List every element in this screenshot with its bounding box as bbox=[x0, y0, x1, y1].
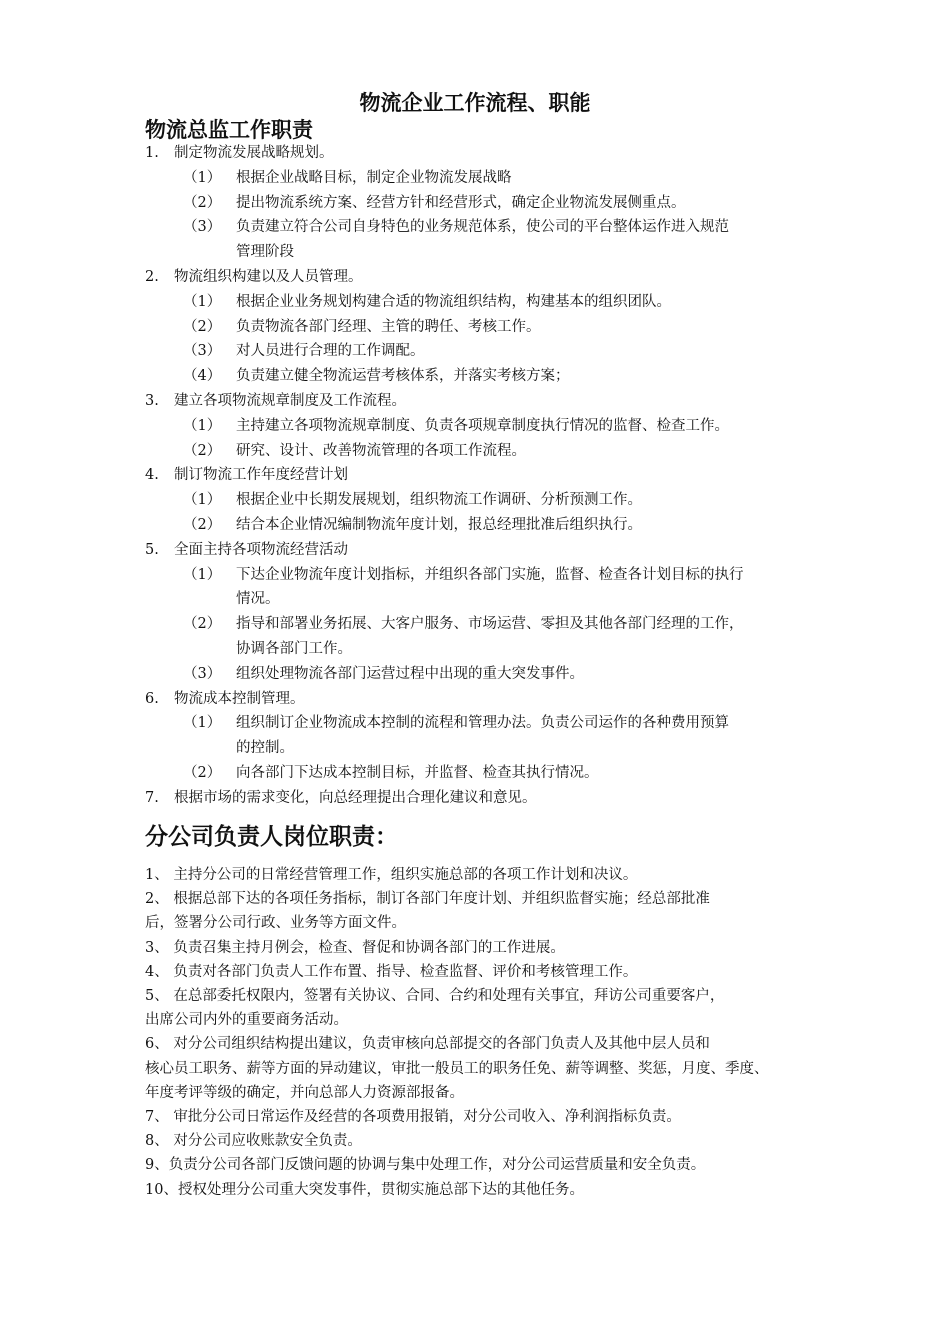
sub-item-text: 提出物流系统方案、经营方针和经营形式，确定企业物流发展侧重点。 bbox=[236, 194, 686, 211]
duty-item: 10、授权处理分公司重大突发事件，贯彻实施总部下达的其他任务。 bbox=[145, 1181, 584, 1198]
item-text: 制定物流发展战略规划。 bbox=[174, 145, 334, 161]
sub-item-text: 根据企业业务规划构建合适的物流组织结构，构建基本的组织团队。 bbox=[236, 293, 671, 310]
sub-item-text: 情况。 bbox=[236, 591, 280, 608]
sub-item-number: （2） bbox=[183, 318, 222, 335]
sub-item-number: （2） bbox=[183, 616, 222, 633]
sub-item-number: （3） bbox=[183, 665, 222, 682]
sub-item-text: 根据企业战略目标，制定企业物流发展战略 bbox=[236, 169, 512, 186]
duty-item: 5、 在总部委托权限内，签署有关协议、合同、合约和处理有关事宜，拜访公司重要客户， bbox=[145, 988, 725, 1004]
sub-item-text: 向各部门下达成本控制目标，并监督、检查其执行情况。 bbox=[236, 765, 599, 781]
sub-item-number: （1） bbox=[183, 169, 222, 186]
duty-item: 3、 负责召集主持月例会，检查、督促和协调各部门的工作进展。 bbox=[145, 939, 565, 956]
item-number: 1. bbox=[145, 145, 159, 161]
sub-item-number: （1） bbox=[183, 715, 222, 732]
duty-item: 7、 审批分公司日常运作及经营的各项费用报销，对分公司收入、净利润指标负责。 bbox=[145, 1109, 681, 1125]
item-number: 3. bbox=[145, 393, 159, 409]
sub-item-number: （3） bbox=[183, 219, 222, 236]
sub-item-number: （2） bbox=[183, 517, 222, 533]
item-text: 物流成本控制管理。 bbox=[174, 690, 305, 707]
sub-item-text: 研究、设计、改善物流管理的各项工作流程。 bbox=[236, 442, 526, 459]
item-text: 物流组织构建以及人员管理。 bbox=[174, 269, 363, 285]
sub-item-text: 负责建立健全物流运营考核体系，并落实考核方案； bbox=[236, 368, 570, 385]
duty-item-continuation: 出席公司内外的重要商务活动。 bbox=[145, 1012, 348, 1029]
sub-item-text: 组织处理物流各部门运营过程中出现的重大突发事件。 bbox=[236, 665, 584, 682]
document-title: 物流企业工作流程、职能 bbox=[359, 90, 591, 115]
sub-item-number: （4） bbox=[183, 368, 222, 385]
item-text: 制订物流工作年度经营计划 bbox=[174, 467, 348, 484]
sub-item-text: 下达企业物流年度计划指标，并组织各部门实施，监督、检查各计划目标的执行 bbox=[236, 566, 744, 583]
duty-item: 1、 主持分公司的日常经营管理工作，组织实施总部的各项工作计划和决议。 bbox=[145, 867, 638, 883]
sub-item-text: 根据企业中长期发展规划，组织物流工作调研、分析预测工作。 bbox=[236, 492, 642, 509]
duty-item-continuation: 后，签署分公司行政、业务等方面文件。 bbox=[145, 915, 406, 932]
item-text: 全面主持各项物流经营活动 bbox=[174, 541, 348, 558]
duty-item: 6、 对分公司组织结构提出建议，负责审核向总部提交的各部门负责人及其他中层人员和 bbox=[145, 1036, 710, 1053]
sub-item-text: 主持建立各项物流规章制度、负责各项规章制度执行情况的监督、检查工作。 bbox=[236, 417, 729, 434]
item-number: 5. bbox=[145, 541, 159, 558]
sub-item-number: （2） bbox=[183, 442, 222, 459]
duty-item: 9、负责分公司各部门反馈问题的协调与集中处理工作，对分公司运营质量和安全负责。 bbox=[145, 1157, 706, 1174]
sub-item-text: 的控制。 bbox=[236, 740, 294, 757]
item-number: 6. bbox=[145, 690, 159, 707]
sub-item-number: （2） bbox=[183, 765, 222, 781]
item-number: 4. bbox=[145, 467, 159, 484]
duty-item-continuation: 年度考评等级的确定，并向总部人力资源部报备。 bbox=[145, 1084, 464, 1101]
sub-item-text: 结合本企业情况编制物流年度计划，报总经理批准后组织执行。 bbox=[236, 517, 642, 533]
duty-item: 8、 对分公司应收账款安全负责。 bbox=[145, 1133, 362, 1150]
sub-item-number: （3） bbox=[183, 343, 222, 360]
duty-item-continuation: 核心员工职务、薪等方面的异动建议，审批一般员工的职务任免、薪等调整、奖惩，月度、季度、 bbox=[145, 1060, 769, 1077]
sub-item-text: 对人员进行合理的工作调配。 bbox=[236, 343, 425, 360]
item-text: 建立各项物流规章制度及工作流程。 bbox=[174, 393, 406, 409]
duty-item: 2、 根据总部下达的各项任务指标，制订各部门年度计划、并组织监督实施；经总部批准 bbox=[145, 891, 710, 908]
sub-item-number: （1） bbox=[183, 492, 222, 509]
item-number: 2. bbox=[145, 269, 159, 285]
sub-item-number: （1） bbox=[183, 293, 222, 310]
sub-item-text: 负责建立符合公司自身特色的业务规范体系，使公司的平台整体运作进入规范 bbox=[236, 219, 729, 236]
sub-item-text: 协调各部门工作。 bbox=[236, 641, 352, 657]
sub-item-number: （1） bbox=[183, 417, 222, 434]
item-text: 根据市场的需求变化，向总经理提出合理化建议和意见。 bbox=[174, 789, 537, 806]
sub-item-text: 负责物流各部门经理、主管的聘任、考核工作。 bbox=[236, 318, 541, 335]
section1-heading: 物流总监工作职责 bbox=[145, 117, 313, 142]
sub-item-number: （1） bbox=[183, 566, 222, 583]
item-number: 7. bbox=[145, 789, 159, 806]
section2-heading: 分公司负责人岗位职责： bbox=[145, 823, 398, 850]
duty-item: 4、 负责对各部门负责人工作布置、指导、检查监督、评价和考核管理工作。 bbox=[145, 963, 638, 980]
sub-item-text: 管理阶段 bbox=[236, 244, 294, 261]
sub-item-text: 组织制订企业物流成本控制的流程和管理办法。负责公司运作的各种费用预算 bbox=[236, 715, 729, 732]
sub-item-text: 指导和部署业务拓展、大客户服务、市场运营、零担及其他各部门经理的工作， bbox=[236, 616, 744, 633]
sub-item-number: （2） bbox=[183, 194, 222, 211]
